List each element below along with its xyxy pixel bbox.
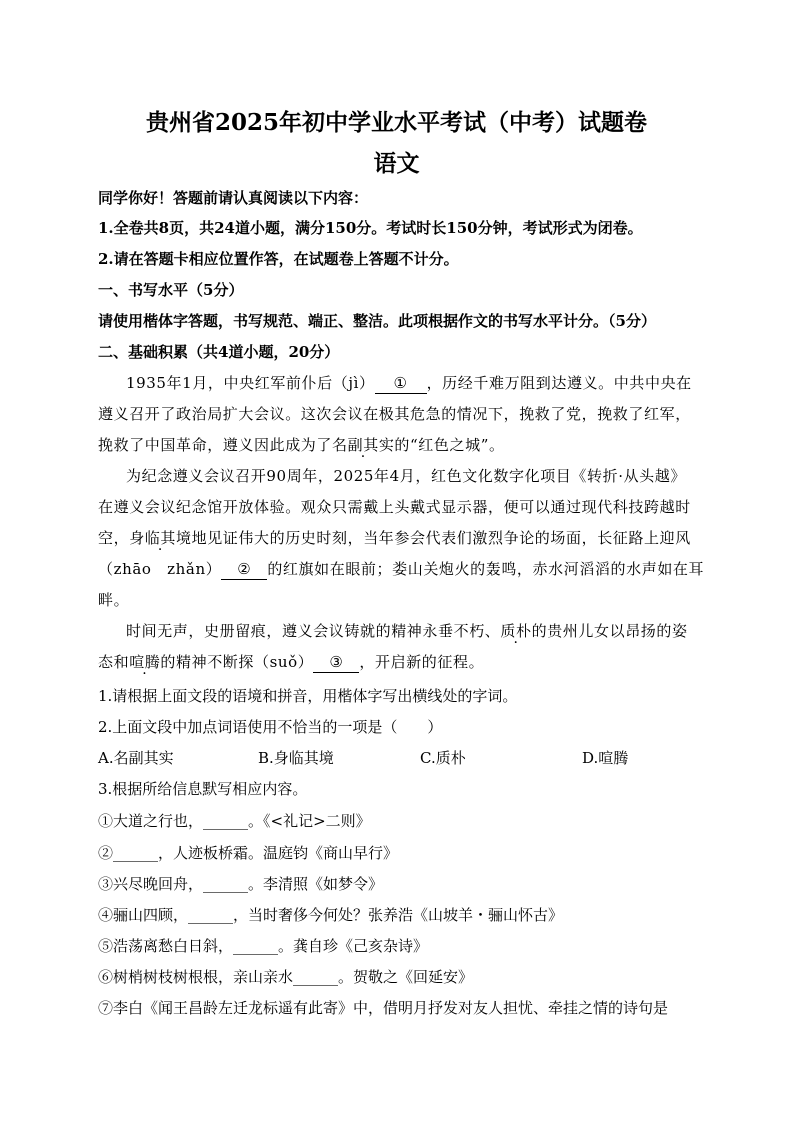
dotted-word-mingfuqishi: 名副其实 [332,436,395,454]
instruction-item-1: 1.全卷共8页，共24道小题，满分150分。考试时长150分钟，考试形式为闭卷。 [98,219,643,237]
answer-blank-2: ② [221,559,267,580]
recitation-item: ⑥树梢树枝树根根，亲山亲水______。贺敬之《回延安》 [98,968,474,986]
passage-line: 在遵义会议纪念馆开放体验。观众只需戴上头戴式显示器，便可以通过现代科技跨越时 [98,498,691,516]
instruction-item-2: 2.请在答题卡相应位置作答，在试题卷上答题不计分。 [98,250,459,268]
section1-heading: 一、书写水平（5分） [98,281,244,299]
passage-line: （zhāo zhǎn） ② 的红旗如在眼前；娄山关炮火的轰鸣，赤水河滔滔的水声如在耳 [98,560,705,578]
dotted-word-xuanteng: 喧腾 [129,653,161,671]
recitation-item: ⑤浩荡离愁白日斜，______。龚自珍《己亥杂诗》 [98,937,429,955]
recitation-item: ③兴尽晚回舟，______。李清照《如梦令》 [98,875,384,893]
recitation-item: ①大道之行也，______。《<礼记>二则》 [98,812,371,830]
question-2-options [98,748,701,768]
option-c: C.质朴 [420,749,466,767]
answer-blank-1: ① [375,373,427,394]
passage-line: 挽救了中国革命，遵义因此成为了名副其实的“红色之城”。 [98,436,505,454]
passage-line: 1935年1月，中央红军前仆后（jì） ① ，历经千难万阻到达遵义。中共中央在 [126,374,692,392]
answer-blank-3: ③ [313,652,359,673]
question-3: 3.根据所给信息默写相应内容。 [98,780,308,798]
passage-line: 为纪念遵义会议召开90周年，2025年4月，红色文化数字化项目《转折·从头越》 [126,467,686,485]
passage-line: 空，身临其境地见证伟大的历史时刻，当年参会代表们激烈争论的场面，长征路上迎风 [98,529,691,547]
option-a: A.名副其实 [98,749,174,767]
dotted-word-zhipu: 质朴 [500,622,532,640]
passage-line: 时间无声，史册留痕，遵义会议铸就的精神永垂不朽、质朴的贵州儿女以昂扬的姿 [126,622,688,640]
dotted-word-shenlinqijing: 身临其境 [129,529,192,547]
section2-heading: 二、基础积累（共4道小题，20分） [98,343,340,361]
recitation-item: ⑦李白《闻王昌龄左迁龙标遥有此寄》中，借明月抒发对友人担忧、牵挂之情的诗句是 [98,999,669,1017]
recitation-item: ④骊山四顾，______，当时奢侈今何处？张养浩《山坡羊・骊山怀古》 [98,906,564,924]
instructions-greeting: 同学你好！答题前请认真阅读以下内容： [98,189,369,207]
recitation-item: ②______，人迹板桥霜。温庭钧《商山早行》 [98,844,399,862]
question-1: 1.请根据上面文段的语境和拼音，用楷体字写出横线处的字词。 [98,687,518,705]
passage-line: 遵义召开了政治局扩大会议。这次会议在极其危急的情况下，挽救了党，挽救了红军， [98,405,691,423]
exam-title: 贵州省2025年初中学业水平考试（中考）试题卷 [145,109,647,136]
option-d: D.喧腾 [582,749,629,767]
passage-line: 畔。 [98,591,130,609]
option-b: B.身临其境 [258,749,334,767]
subject-title: 语文 [373,150,420,177]
passage-line: 态和喧腾的精神不断探（suǒ） ③ ，开启新的征程。 [98,653,485,671]
section1-text: 请使用楷体字答题，书写规范、端正、整洁。此项根据作文的书写水平计分。（5分） [98,312,656,330]
question-2: 2.上面文段中加点词语使用不恰当的一项是（ ） [98,718,443,736]
